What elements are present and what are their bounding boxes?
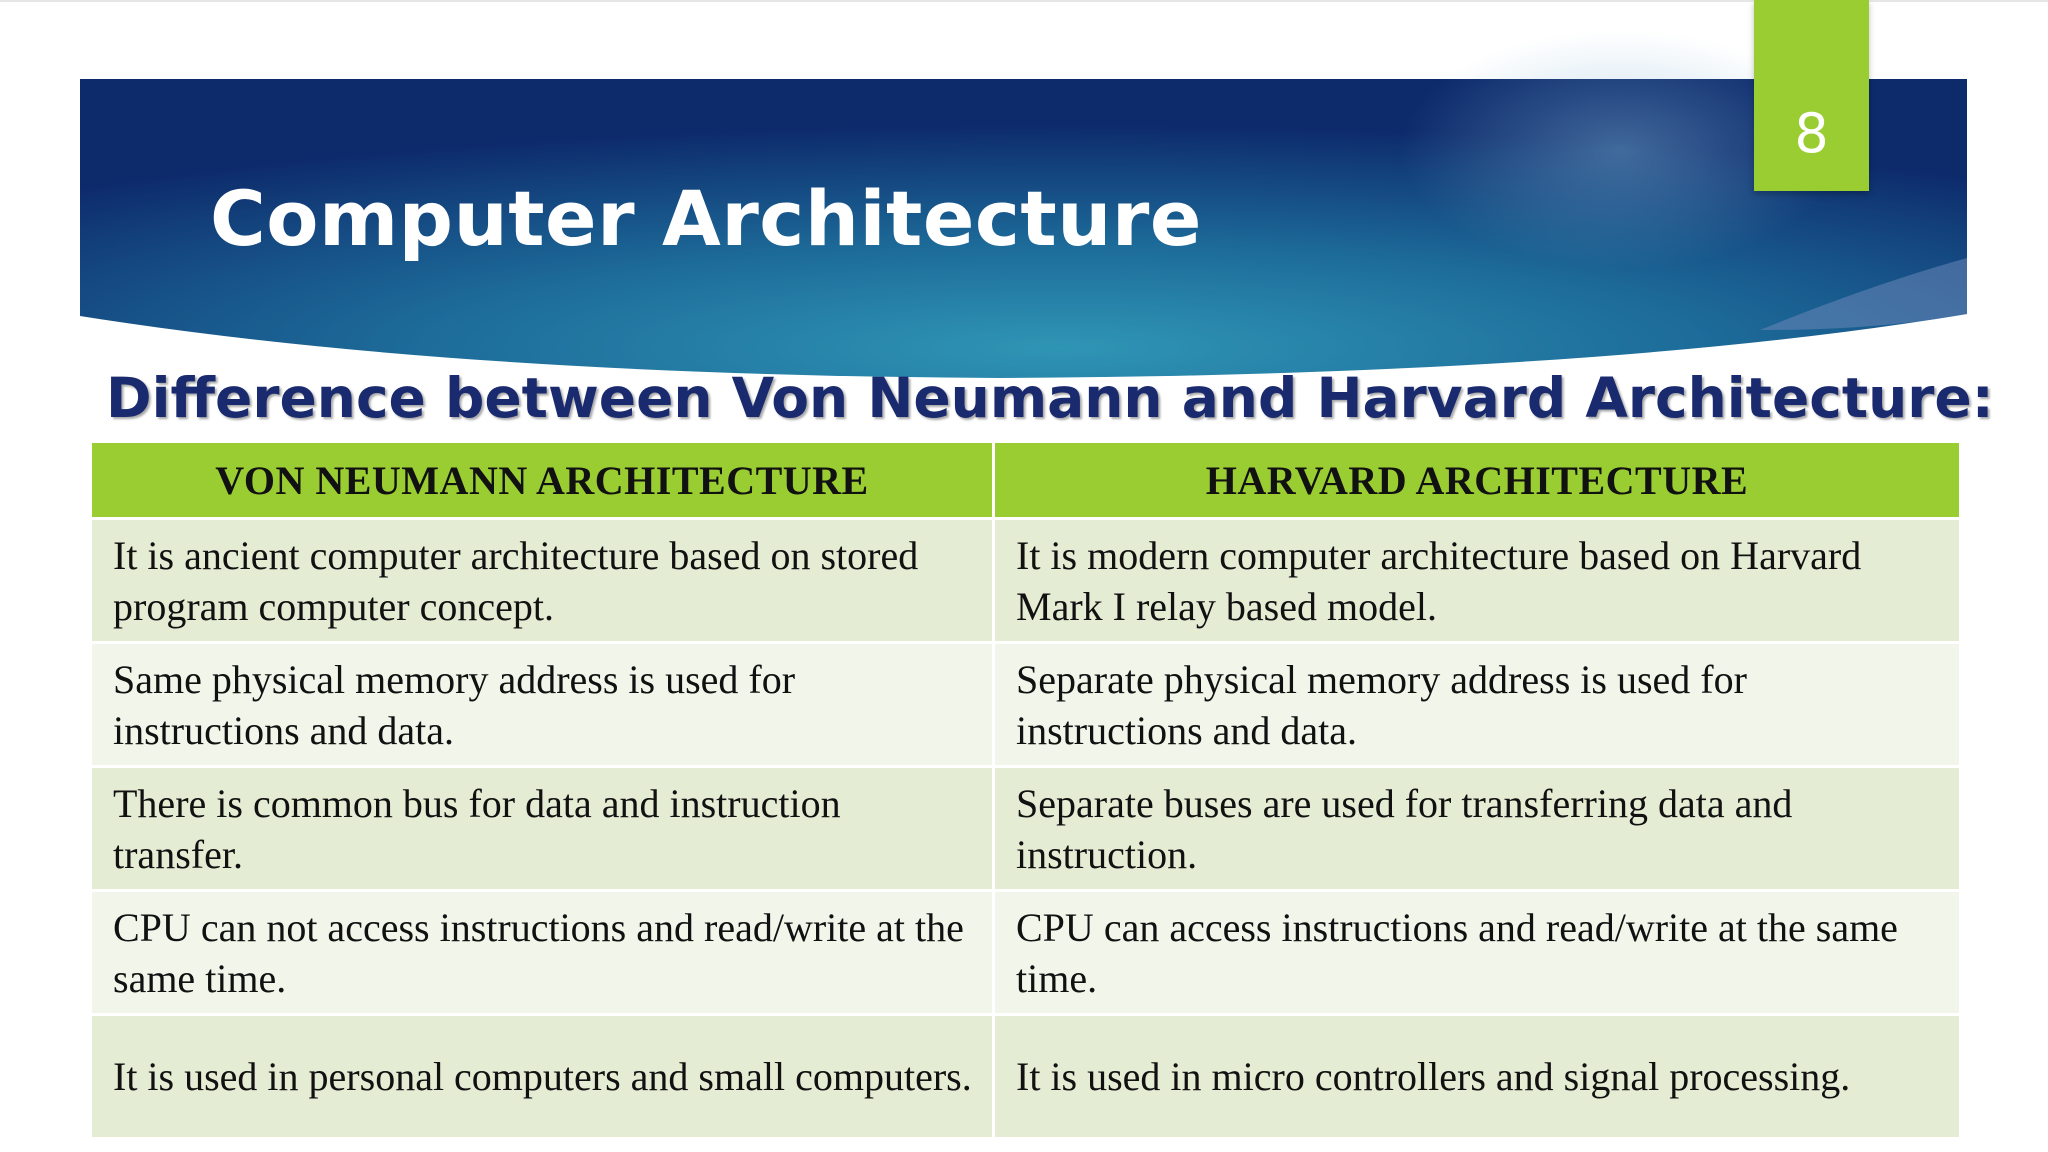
table-row bbox=[91, 519, 1961, 643]
cell-harvard: It is modern computer architecture based on Harvard Mark I relay based model. bbox=[994, 519, 1961, 643]
cell-harvard: Separate buses are used for transferring data and instruction. bbox=[994, 767, 1961, 891]
cell-von-neumann: There is common bus for data and instruction transfer. bbox=[91, 767, 994, 891]
header-harvard: HARVARD ARCHITECTURE bbox=[994, 442, 1961, 519]
table-row bbox=[91, 1015, 1961, 1139]
cell-harvard: CPU can access instructions and read/write at the same time. bbox=[994, 891, 1961, 1015]
comparison-table bbox=[89, 440, 1962, 1140]
slide-title: Computer Architecture bbox=[210, 174, 1202, 263]
slide-number-badge bbox=[1754, 0, 1869, 191]
comparison-table-wrapper bbox=[89, 440, 1959, 1140]
table-row bbox=[91, 643, 1961, 767]
cell-harvard: Separate physical memory address is used for instructions and data. bbox=[994, 643, 1961, 767]
cell-harvard: It is used in micro controllers and signal processing. bbox=[994, 1015, 1961, 1139]
table-row bbox=[91, 767, 1961, 891]
slide-subtitle: Difference between Von Neumann and Harvard Architecture: bbox=[106, 366, 1994, 430]
header-von-neumann: VON NEUMANN ARCHITECTURE bbox=[91, 442, 994, 519]
slide-number: 8 bbox=[1794, 102, 1829, 165]
cell-von-neumann: CPU can not access instructions and read/write at the same time. bbox=[91, 891, 994, 1015]
cell-von-neumann: It is ancient computer architecture based on stored program computer concept. bbox=[91, 519, 994, 643]
cell-von-neumann: It is used in personal computers and small computers. bbox=[91, 1015, 994, 1139]
cell-von-neumann: Same physical memory address is used for instructions and data. bbox=[91, 643, 994, 767]
table-header-row bbox=[91, 442, 1961, 519]
table-row bbox=[91, 891, 1961, 1015]
